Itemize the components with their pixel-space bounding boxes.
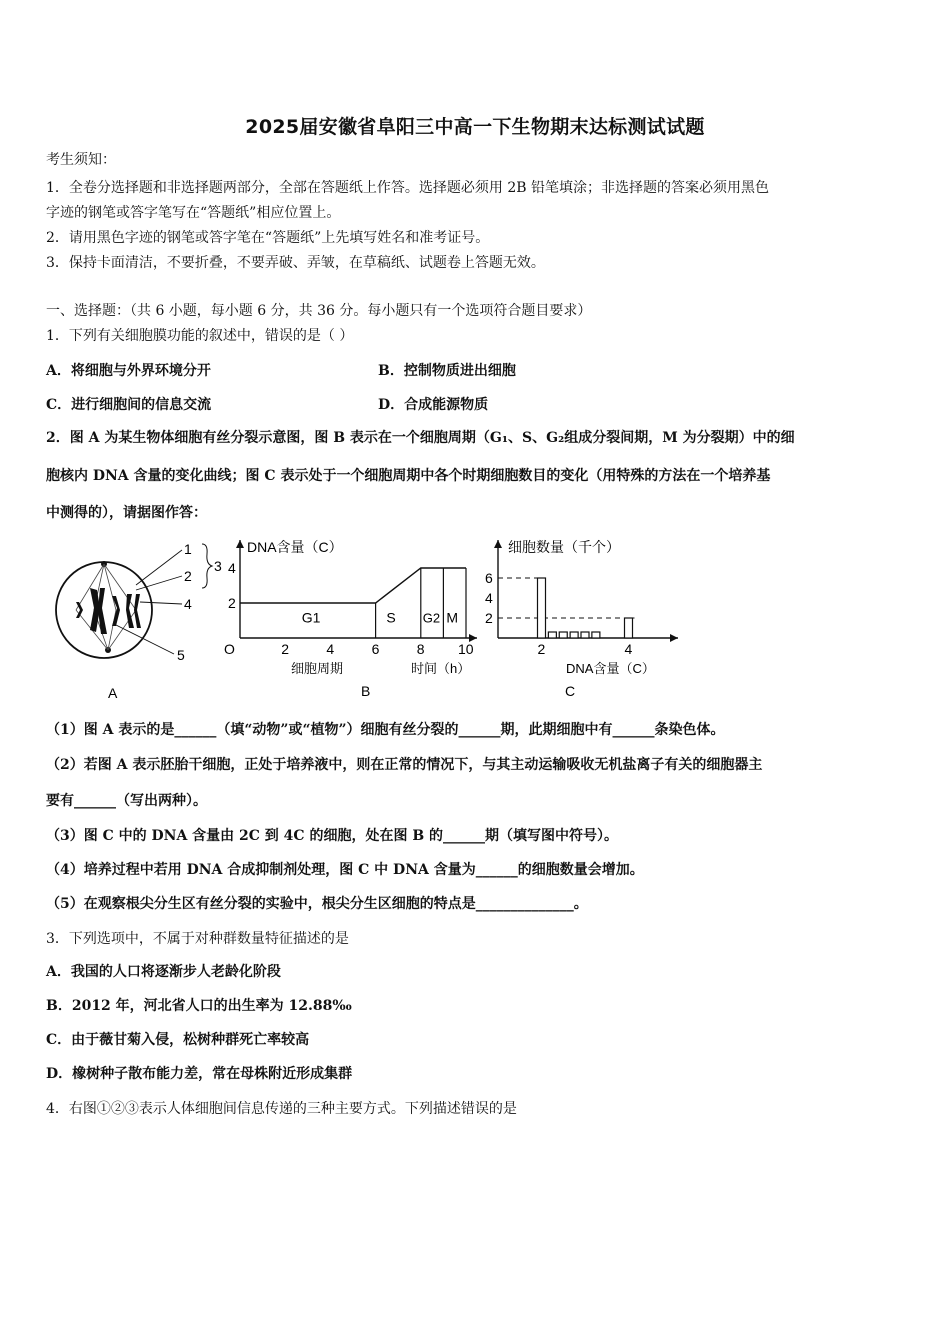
notice-heading: 考生须知： bbox=[46, 152, 116, 168]
q2-sub-2a: （2）若图 A 表示胚胎干细胞，正处于培养液中，则在正常的情况下，与其主动运输吸收无机盐离子有关的细胞器主 bbox=[46, 757, 763, 773]
notice-line-2: 2．请用黑色字迹的钢笔或答字笔在“答题纸”上先填写姓名和准考证号。 bbox=[46, 230, 490, 246]
q2-sub-3: （3）图 C 中的 DNA 含量由 2C 到 4C 的细胞，处在图 B 的______期（填写图中符号）。 bbox=[46, 828, 619, 844]
q1-option-b: B．控制物质进出细胞 bbox=[378, 363, 516, 379]
figure-b-phase-g1: G1 bbox=[301, 609, 321, 626]
notice-line-1b: 字迹的钢笔或答字笔写在“答题纸”相应位置上。 bbox=[46, 205, 341, 221]
section-heading: 一、选择题：（共 6 小题，每小题 6 分，共 36 分。每小题只有一个选项符合题目要求） bbox=[46, 303, 592, 319]
q3-option-a: A．我国的人口将逐渐步人老龄化阶段 bbox=[46, 964, 281, 980]
figure-b-chart bbox=[215, 534, 485, 706]
figure-b-ytick-2: 2 bbox=[228, 595, 236, 611]
q1-option-c: C．进行细胞间的信息交流 bbox=[46, 397, 212, 413]
q1-stem: 1．下列有关细胞膜功能的叙述中，错误的是（ ） bbox=[46, 328, 354, 344]
q1-option-a: A．将细胞与外界环境分开 bbox=[46, 363, 211, 379]
figure-c-ytick-4: 4 bbox=[485, 590, 493, 606]
figure-a bbox=[50, 536, 220, 706]
label-1: 1 bbox=[184, 541, 192, 557]
figure-c-bar-0 bbox=[538, 578, 546, 638]
figure-c-label: C bbox=[565, 683, 576, 699]
figure-c-ytick-6: 6 bbox=[485, 570, 493, 586]
figure-b-ytick-4: 4 bbox=[228, 560, 236, 576]
figure-b-label: B bbox=[361, 683, 371, 699]
label-5: 5 bbox=[177, 647, 185, 663]
figure-b-ylabel: DNA含量（C） bbox=[247, 539, 343, 555]
chromosomes bbox=[76, 588, 141, 634]
notice-line-3: 3．保持卡面清洁，不要折叠，不要弄破、弄皱，在草稿纸、试题卷上答题无效。 bbox=[46, 255, 545, 271]
figure-b-phase-m: M bbox=[446, 609, 459, 626]
figure-c-chart bbox=[478, 534, 688, 706]
label-2: 2 bbox=[184, 568, 192, 584]
figure-c-bar-3 bbox=[570, 632, 578, 638]
figure-b-y-arrow bbox=[236, 540, 244, 548]
figure-b-xlabel-2: 时间（h） bbox=[411, 661, 471, 676]
figure-c-bar-2 bbox=[559, 632, 567, 638]
notice-line-1a: 1．全卷分选择题和非选择题两部分，全部在答题纸上作答。选择题必须用 2B 铅笔填涂；非选择题的答案必须用黑色 bbox=[46, 180, 769, 196]
page-title: 2025届安徽省阜阳三中高一下生物期末达标测试试题 bbox=[245, 116, 705, 138]
label-3: 3 bbox=[214, 558, 222, 574]
bracket bbox=[202, 544, 212, 588]
figure-b-xlabel-1: 细胞周期 bbox=[291, 661, 344, 676]
figure-b-origin: O bbox=[224, 641, 235, 657]
figure-c-xlabel: DNA含量（C） bbox=[566, 661, 655, 676]
figure-c-bar-6 bbox=[625, 618, 633, 638]
q3-option-c: C．由于薇甘菊入侵，松树种群死亡率较高 bbox=[46, 1032, 310, 1048]
figure-c-x-arrow bbox=[670, 634, 678, 642]
cell-membrane bbox=[56, 562, 152, 658]
figure-c-bar-5 bbox=[592, 632, 600, 638]
q2-stem-line-1: 2．图 A 为某生物体细胞有丝分裂示意图，图 B 表示在一个细胞周期（G₁、S、G₂组成分裂间期，M 为分裂期）中的细 bbox=[46, 430, 795, 446]
figure-c-bar-4 bbox=[581, 632, 589, 638]
figure-c-xtick-4: 4 bbox=[624, 641, 633, 657]
figure-b-xtick-2: 2 bbox=[281, 641, 289, 657]
figure-b-xtick-8: 8 bbox=[416, 641, 425, 657]
figure-c-ylabel: 细胞数量（千个） bbox=[508, 539, 620, 555]
q4-stem: 4．右图①②③表示人体细胞间信息传递的三种主要方式。下列描述错误的是 bbox=[46, 1101, 517, 1117]
q3-option-d: D．橡树种子散布能力差，常在母株附近形成集群 bbox=[46, 1066, 353, 1082]
figure-b-xtick-10: 10 bbox=[458, 641, 474, 657]
figure-c-xtick-2: 2 bbox=[537, 641, 546, 657]
q2-stem-line-2: 胞核内 DNA 含量的变化曲线；图 C 表示处于一个细胞周期中各个时期细胞数目的变化（用特殊的方法在一个培养基 bbox=[46, 468, 771, 484]
figure-c-ytick-2: 2 bbox=[485, 610, 493, 626]
q3-stem: 3．下列选项中，不属于对种群数量特征描述的是 bbox=[46, 931, 349, 947]
figure-b-dna-line bbox=[240, 568, 466, 603]
figure-c-y-arrow bbox=[494, 540, 502, 548]
q1-option-d: D．合成能源物质 bbox=[378, 397, 489, 413]
q2-sub-1: （1）图 A 表示的是______（填“动物”或“植物”）细胞有丝分裂的______期，此期细胞中有______条染色体。 bbox=[46, 722, 725, 738]
figure-b-xtick-6: 6 bbox=[371, 641, 380, 657]
figure-c-bar-1 bbox=[548, 632, 556, 638]
figure-a-label: A bbox=[108, 685, 118, 701]
q2-stem-line-3: 中测得的），请据图作答： bbox=[46, 505, 207, 521]
q3-option-b: B．2012 年，河北省人口的出生率为 12.88‰ bbox=[46, 998, 352, 1014]
q2-sub-5: （5）在观察根尖分生区有丝分裂的实验中，根尖分生区细胞的特点是______________。 bbox=[46, 896, 588, 912]
figure-b-phase-g2: G2 bbox=[422, 610, 441, 626]
figure-b-phase-s: S bbox=[386, 609, 396, 626]
figure-b-xtick-4: 4 bbox=[326, 641, 335, 657]
q2-sub-2b: 要有______（写出两种）。 bbox=[46, 793, 207, 809]
label-4: 4 bbox=[184, 596, 192, 612]
q2-sub-4: （4）培养过程中若用 DNA 合成抑制剂处理，图 C 中 DNA 含量为______的细胞数量会增加。 bbox=[46, 862, 644, 878]
